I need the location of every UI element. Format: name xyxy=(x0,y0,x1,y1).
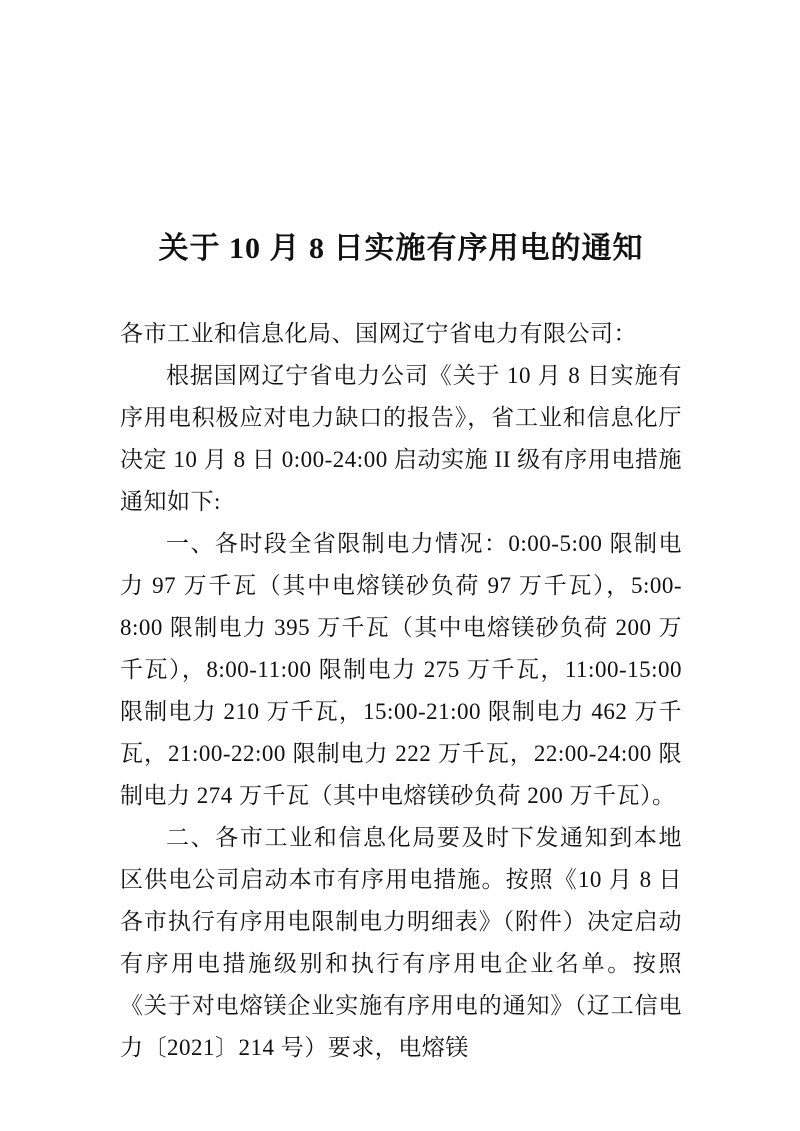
paragraph-intro: 根据国网辽宁省电力公司《关于 10 月 8 日实施有序用电积极应对电力缺口的报告》，省工业和信息化厅决定 10 月 8 日 0:00-24:00 启动实施 II 级有序用电措施通知如下: xyxy=(120,363,682,514)
document-body xyxy=(120,313,682,1069)
salutation-line: 各市工业和信息化局、国网辽宁省电力有限公司： xyxy=(120,321,637,346)
document-title: 关于 10 月 8 日实施有序用电的通知 xyxy=(158,232,644,265)
paragraph-item-1: 一、各时段全省限制电力情况：0:00-5:00 限制电力 97 万千瓦（其中电熔镁砂负荷 97 万千瓦），5:00-8:00 限制电力 395 万千瓦（其中电熔镁砂负荷 200 万千瓦），8:00-11:00 限制电力 275 万千瓦，11:00-15:00 限制电力 210 万千瓦，15:00-21:00 限制电力 462 万千瓦，21:00-22:00 限制电力 222 万千瓦，22:00-24:00 限制电力 274 万千瓦（其中电熔镁砂负荷 200 万千瓦）。 xyxy=(120,531,682,808)
paragraph-item-2: 二、各市工业和信息化局要及时下发通知到本地区供电公司启动本市有序用电措施。按照《10 月 8 日各市执行有序用电限制电力明细表》（附件）决定启动有序用电措施级别和执行有序用电企业名单。按照《关于对电熔镁企业实施有序用电的通知》（辽工信电力〔2021〕214 号）要求，电熔镁 xyxy=(120,825,682,1060)
